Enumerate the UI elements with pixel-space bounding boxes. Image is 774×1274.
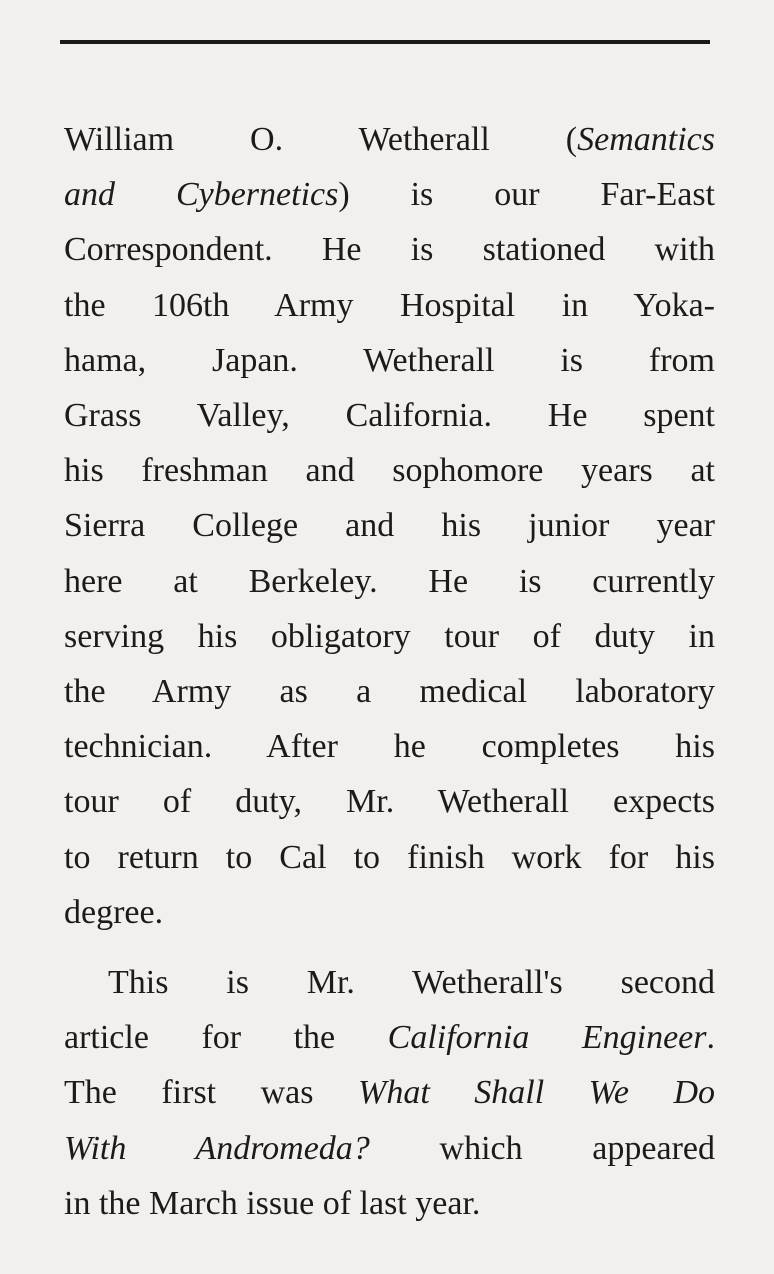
text-line: [64, 885, 715, 940]
text-line: [64, 830, 715, 885]
text-line: [64, 955, 715, 1010]
text-line: [64, 498, 715, 553]
line-text: serving his obligatory tour of duty in: [64, 617, 715, 655]
paragraph-2: [64, 955, 715, 1231]
line-text: .: [706, 1019, 715, 1057]
paragraph-gap: [64, 940, 715, 955]
italic-title: Semantics: [577, 121, 715, 158]
text-line: [64, 167, 715, 222]
line-text: Sierra College and his junior year: [64, 507, 715, 545]
line-text: This is Mr. Wetherall's second: [108, 964, 715, 1002]
line-text: the Army as a medical laboratory: [64, 673, 715, 711]
line-text: technician. After he completes his: [64, 728, 715, 766]
text-line: [64, 609, 715, 664]
top-rule: [60, 40, 710, 44]
text-line: [64, 1010, 715, 1065]
text-line: [64, 443, 715, 498]
line-text: William O. Wetherall (: [64, 121, 578, 158]
line-text: ) is our Far-East: [338, 176, 715, 214]
text-line: [64, 1176, 715, 1231]
line-text: degree.: [64, 893, 164, 931]
line-text: his freshman and sophomore years at: [64, 452, 715, 490]
line-text: The first was: [64, 1074, 358, 1112]
text-line: [64, 222, 715, 277]
text-line: [64, 1121, 715, 1176]
line-text: article for the: [64, 1019, 388, 1057]
italic-title: California Engineer: [387, 1019, 707, 1057]
line-text: tour of duty, Mr. Wetherall expects: [64, 783, 715, 821]
line-text: hama, Japan. Wetherall is from: [64, 341, 715, 379]
line-text: Grass Valley, California. He spent: [64, 397, 715, 435]
italic-title: With Andromeda?: [64, 1129, 370, 1167]
text-line: [64, 1065, 715, 1120]
line-text: which appeared: [369, 1129, 715, 1167]
text-line: [64, 112, 715, 167]
paragraph-1: [64, 112, 715, 940]
text-line: [64, 278, 715, 333]
text-line: [64, 388, 715, 443]
text-column: [64, 112, 715, 1231]
line-text: here at Berkeley. He is currently: [64, 562, 715, 600]
line-text: to return to Cal to finish work for his: [64, 838, 715, 876]
italic-title: What Shall We Do: [358, 1074, 715, 1112]
line-text: in the March issue of last year.: [64, 1184, 481, 1222]
text-line: [64, 719, 715, 774]
italic-title: and Cybernetics: [64, 176, 339, 214]
text-line: [64, 774, 715, 829]
line-text: Correspondent. He is stationed with: [64, 231, 715, 269]
text-line: [64, 664, 715, 719]
text-line: [64, 333, 715, 388]
line-text: the 106th Army Hospital in Yoka-: [64, 286, 715, 324]
text-line: [64, 554, 715, 609]
